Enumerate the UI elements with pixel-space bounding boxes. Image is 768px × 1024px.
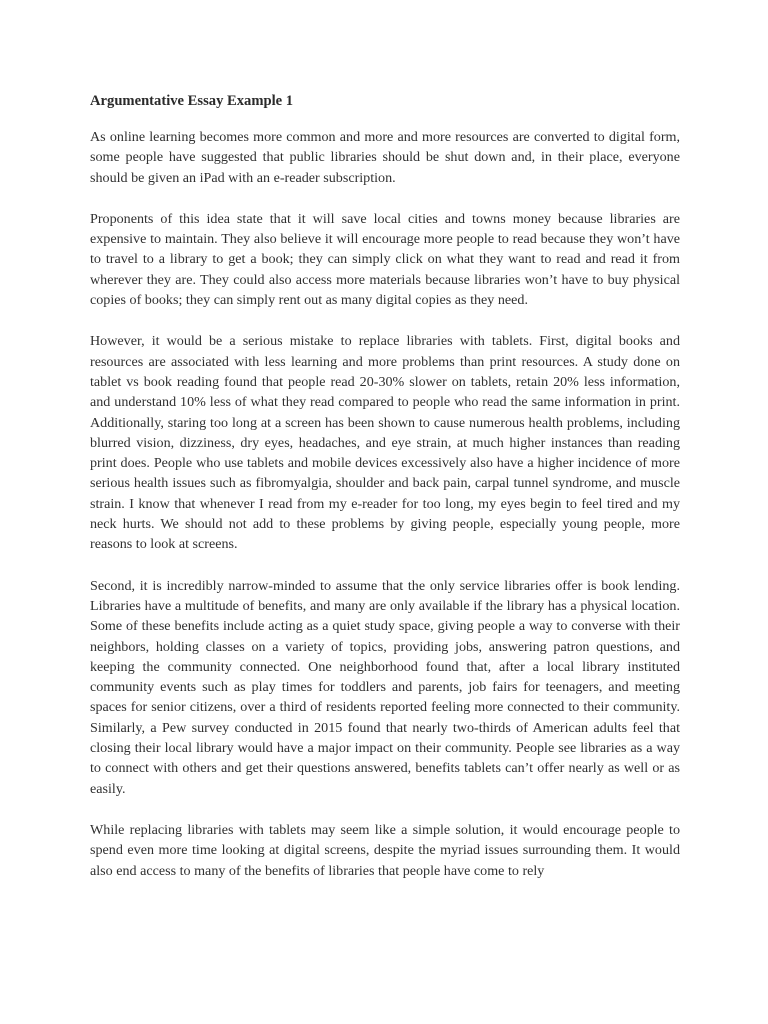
paragraph-conclusion: While replacing libraries with tablets may seem like a simple solution, it would encourage people to spend even more time looking at digital screens, despite the myriad issues surrounding them. It would also end access to many of the benefits of libraries that people have come to rely <box>90 821 680 879</box>
paragraph-health-problems: However, it would be a serious mistake to replace libraries with tablets. First, digital books and resources are associated with less learning and more problems than print resources. A study done on tablet vs book reading found that people read 20-30% slower on tablets, retain 20% less information, and understand 10% less of what they read compared to people who read the same information in print. Additionally, staring too long at a screen has been shown to cause numerous health problems, including blurred vision, dizziness, dry eyes, headaches, and eye strain, at much higher instances than reading print does. People who use tablets and mobile devices excessively also have a higher incidence of more serious health issues such as fibromyalgia, shoulder and back pain, carpal tunnel syndrome, and muscle strain. I know that whenever I read from my e-reader for too long, my eyes begin to feel tired and my neck hurts. We should not add to these problems by giving people, especially young people, more reasons to look at screens. <box>90 333 680 553</box>
paragraph-library-benefits: Second, it is incredibly narrow-minded to assume that the only service libraries offer is book lending. Libraries have a multitude of benefits, and many are only available if the library has a physical location. Some of these benefits include acting as a quiet study space, giving people a way to converse with their neighbors, holding classes on a variety of topics, providing jobs, answering patron questions, and keeping the community connected. One neighborhood found that, after a local library instituted community events such as play times for toddlers and parents, job fairs for teenagers, and meeting spaces for senior citizens, over a third of residents reported feeling more connected to their community. Similarly, a Pew survey conducted in 2015 found that nearly two-thirds of American adults feel that closing their local library would have a major impact on their community. People see libraries as a way to connect with others and get their questions answered, benefits tablets can’t offer nearly as well or as easily. <box>90 577 680 797</box>
essay-title: Argumentative Essay Example 1 <box>90 93 294 109</box>
document-page <box>90 90 680 881</box>
paragraph-introduction: As online learning becomes more common and more and more resources are converted to digital form, some people have suggested that public libraries should be shut down and, in their place, everyone should be given an iPad with an e-reader subscription. <box>90 129 680 186</box>
paragraph-proponents: Proponents of this idea state that it will save local cities and towns money because libraries are expensive to maintain. They also believe it will encourage more people to read because they won’t have to travel to a library to get a book; they can simply click on what they want to read and read it from wherever they are. They could also access more materials because libraries won’t have to buy physical copies of books; they can simply rent out as many digital copies as they need. <box>90 210 680 309</box>
